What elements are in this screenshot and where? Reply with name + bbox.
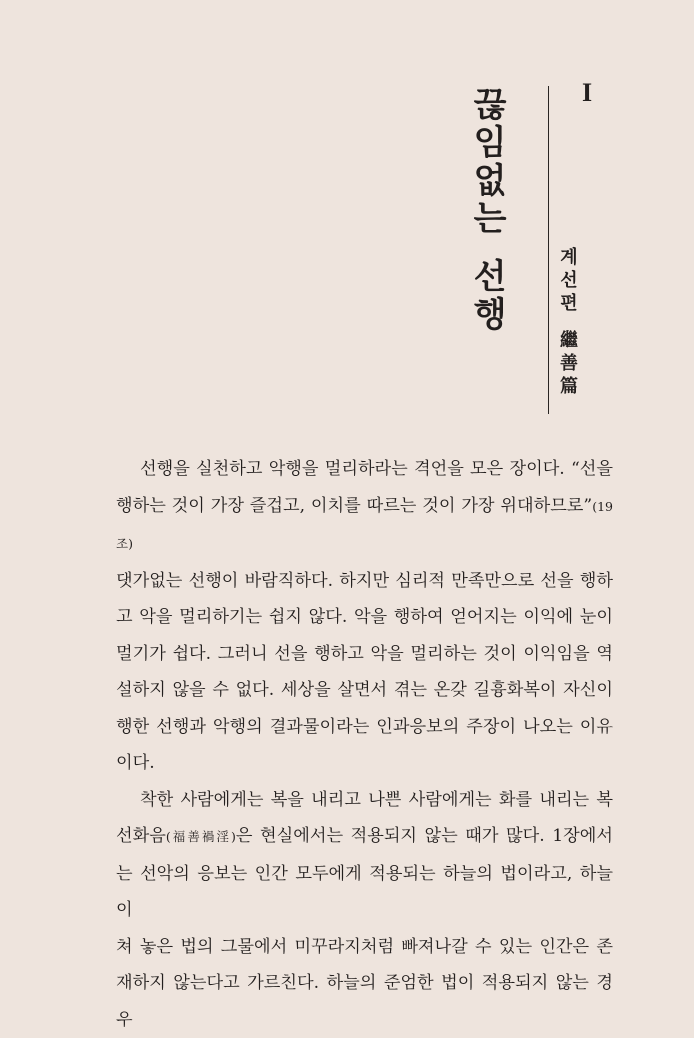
chapter-number: I	[582, 78, 593, 107]
body-line: 선행을 실천하고 악행을 멀리하라는 격언을 모은 장이다. “선을	[140, 459, 613, 479]
body-line-text: 은 현실에서는 적용되지 않는 때가 많다. 1장에서	[235, 826, 613, 846]
subtitle-char: 繼	[560, 330, 578, 351]
title-char: 임	[473, 123, 507, 163]
title-char: 는	[473, 199, 507, 239]
body-line: 멀기가 쉽다. 그러니 선을 행하고 악을 멀리하는 것이 이익임을 역	[116, 643, 613, 664]
chapter-subtitle-vertical	[556, 246, 582, 398]
body-line: 착한 사람에게는 복을 내리고 나쁜 사람에게는 화를 내리는 복	[140, 789, 613, 810]
body-line: 는 선악의 응보는 인간 모두에게 적용되는 하늘의 법이라고, 하늘이	[116, 863, 613, 920]
body-line: 재하지 않는다고 가르친다. 하늘의 준엄한 법이 적용되지 않는 경우	[116, 973, 613, 1030]
title-char: 선	[473, 257, 507, 297]
body-line: 댓가없는 선행이 바람직하다. 하지만 심리적 만족만으로 선을 행하	[116, 570, 613, 591]
body-line	[116, 818, 613, 856]
chapter-divider-line	[548, 86, 549, 414]
body-line: 쳐 놓은 법의 그물에서 미꾸라지처럼 빠져나갈 수 있는 인간은 존	[116, 936, 613, 957]
subtitle-char: 계	[560, 247, 578, 268]
chapter-title-vertical	[464, 86, 516, 334]
subtitle-char: 선	[560, 270, 578, 291]
subtitle-char: 篇	[560, 376, 578, 397]
body-line-text: 행하는 것이 가장 즐겁고, 이치를 따르는 것이 가장 위대하므로”	[116, 495, 593, 516]
subtitle-char: 편	[560, 293, 578, 314]
body-line: 이다.	[116, 753, 155, 773]
body-line: 행한 선행과 악행의 결과물이라는 인과응보의 주장이 나오는 이유	[116, 716, 613, 737]
body-line-text: 선화음	[116, 826, 166, 846]
title-char: 끊	[473, 85, 507, 125]
body-text	[116, 451, 613, 1038]
subtitle-char: 善	[560, 353, 578, 374]
body-line	[116, 488, 613, 563]
hanja-annotation: (福善禍淫)	[165, 829, 236, 844]
body-line: 고 악을 멀리하기는 쉽지 않다. 악을 행하여 얻어지는 이익에 눈이	[116, 607, 613, 627]
title-char: 없	[473, 161, 507, 201]
footnote-ref: (19조)	[116, 498, 613, 551]
body-line: 설하지 않을 수 없다. 세상을 살면서 겪는 온갖 길흉화복이 자신이	[116, 680, 613, 700]
title-char: 행	[473, 295, 507, 335]
